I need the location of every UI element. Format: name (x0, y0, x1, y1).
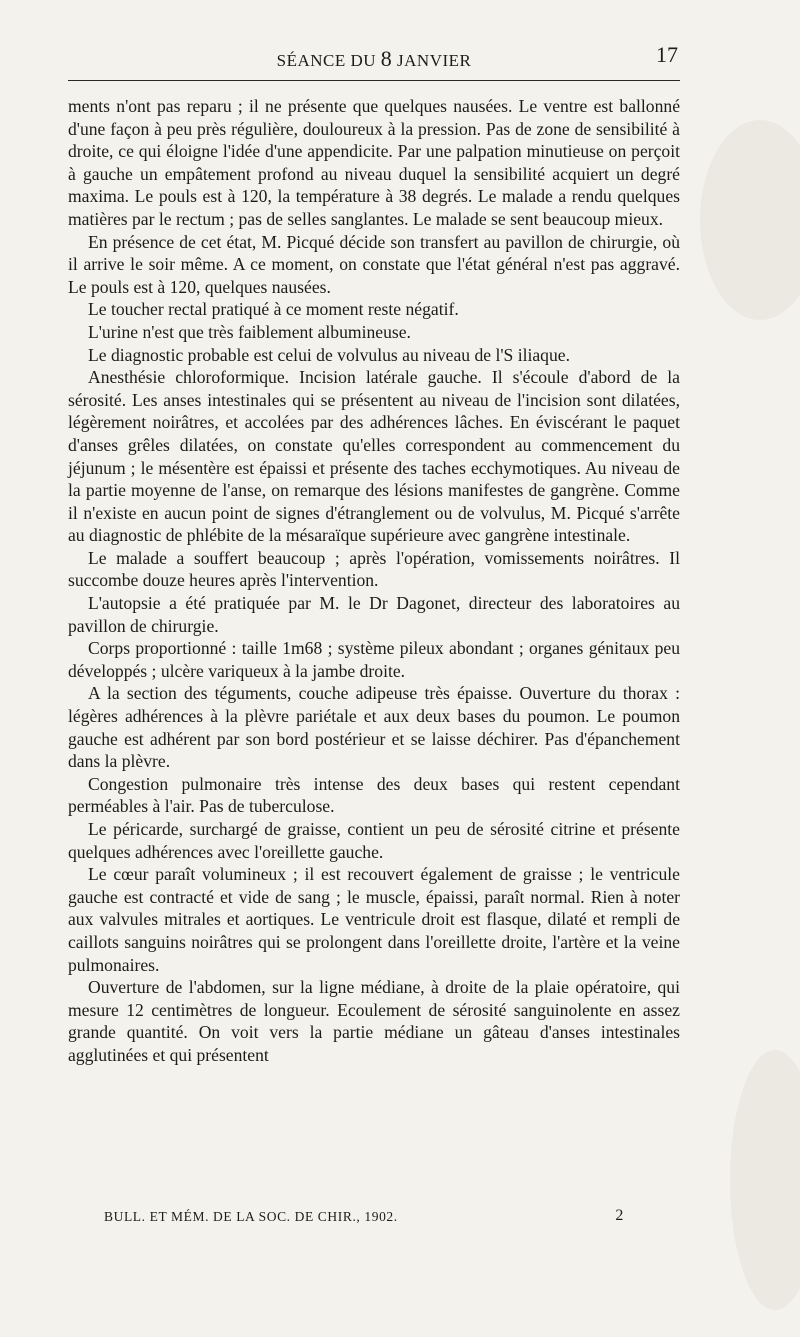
header-title (68, 46, 680, 72)
paragraph: Le cœur paraît volumineux ; il est recouvert également de graisse ; le ventricule gauche est contracté et vide de sang ; le muscle, épaissi, paraît normal. Rien à noter aux valvules mitrales et aortiques. Le ventricule droit est flasque, dilaté et rempli de caillots sanguins noirâtres qui se prolongent dans l'oreillette droite, l'artère et la veine pulmonaires. (68, 864, 680, 975)
page-number: 17 (656, 42, 678, 67)
paragraph: ments n'ont pas reparu ; il ne présente que quelques nausées. Le ventre est ballonné d'une façon à peu près régulière, douloureux à la pression. Pas de zone de sensibilité à droite, ce qui éloigne l'idée d'une appendicite. Par une palpation minutieuse on perçoit à gauche un empâtement profond au niveau duquel la sensibilité acquiert un degré maxima. Le pouls est à 120, la température à 38 degrés. Le malade a rendu quelques matières par le rectum ; pas de selles sanglantes. Le malade se sent beaucoup mieux. (68, 96, 680, 229)
header-title-post: JANVIER (392, 51, 472, 70)
paragraph: Anesthésie chloroformique. Incision latérale gauche. Il s'écoule d'abord de la sérosité. Les anses intestinales qui se présentent au niveau de l'incision sont dilatées, légèrement noirâtres, et accolées par des adhérences lâches. En éviscérant le paquet d'anses grêles dilatées, on constate qu'elles correspondent au commencement du jéjunum ; le mésentère est épaissi et présente des taches ecchymotiques. Au niveau de la partie moyenne de l'anse, on remarque des lésions manifestes de gangrène. Comme il n'existe en aucun point de signes d'étranglement ou de volvulus, M. Picqué s'arrête au diagnostic de phlébite de la mésaraïque supérieure avec gangrène intestinale. (68, 367, 680, 546)
paragraph: Le malade a souffert beaucoup ; après l'opération, vomissements noirâtres. Il succombe douze heures après l'intervention. (68, 547, 680, 591)
paragraph: L'autopsie a été pratiquée par M. le Dr Dagonet, directeur des laboratoires au pavillon de chirurgie. (68, 593, 680, 636)
paper-stain (730, 1050, 800, 1310)
paper-stain (700, 120, 800, 320)
paragraph: Corps proportionné : taille 1m68 ; système pileux abondant ; organes génitaux peu développés ; ulcère variqueux à la jambe droite. (68, 638, 680, 681)
page-footer (104, 1209, 624, 1229)
paragraph: A la section des téguments, couche adipeuse très épaisse. Ouverture du thorax : légères adhérences à la plèvre pariétale et aux deux bases du poumon. Le poumon gauche est adhérent par son bord postérieur et se laisse déchirer. Pas d'épanchement dans la plèvre. (68, 683, 680, 772)
running-header (68, 44, 680, 72)
header-title-num: 8 (380, 46, 393, 71)
paragraph: L'urine n'est que très faiblement albumineuse. (88, 321, 411, 342)
paragraph: Le péricarde, surchargé de graisse, contient un peu de sérosité citrine et présente quelques adhérences avec l'oreillette gauche. (68, 819, 680, 862)
footer-citation: BULL. ET MÉM. DE LA SOC. DE CHIR., 1902. (104, 1209, 398, 1224)
paragraph: En présence de cet état, M. Picqué décide son transfert au pavillon de chirurgie, où il arrive le soir même. A ce moment, on constate que l'état général n'est pas aggravé. Le pouls est à 120, quelques nausées. (68, 231, 680, 297)
paragraph: Le toucher rectal pratiqué à ce moment reste négatif. (88, 299, 459, 320)
header-title-pre: SÉANCE DU (276, 51, 381, 70)
paragraph: Le diagnostic probable est celui de volvulus au niveau de l'S iliaque. (88, 344, 570, 365)
body-text (68, 95, 680, 1067)
paragraph: Congestion pulmonaire très intense des deux bases qui restent cependant perméables à l'air. Pas de tuberculose. (68, 773, 680, 817)
footer-signature: 2 (615, 1207, 624, 1224)
header-rule (68, 80, 680, 81)
paragraph: Ouverture de l'abdomen, sur la ligne médiane, à droite de la plaie opératoire, qui mesure 12 centimètres de longueur. Ecoulement de sérosité sanguinolente en assez grande quantité. On voit vers la partie médiane un gâteau d'anses intestinales agglutinées et qui présentent (68, 977, 680, 1065)
